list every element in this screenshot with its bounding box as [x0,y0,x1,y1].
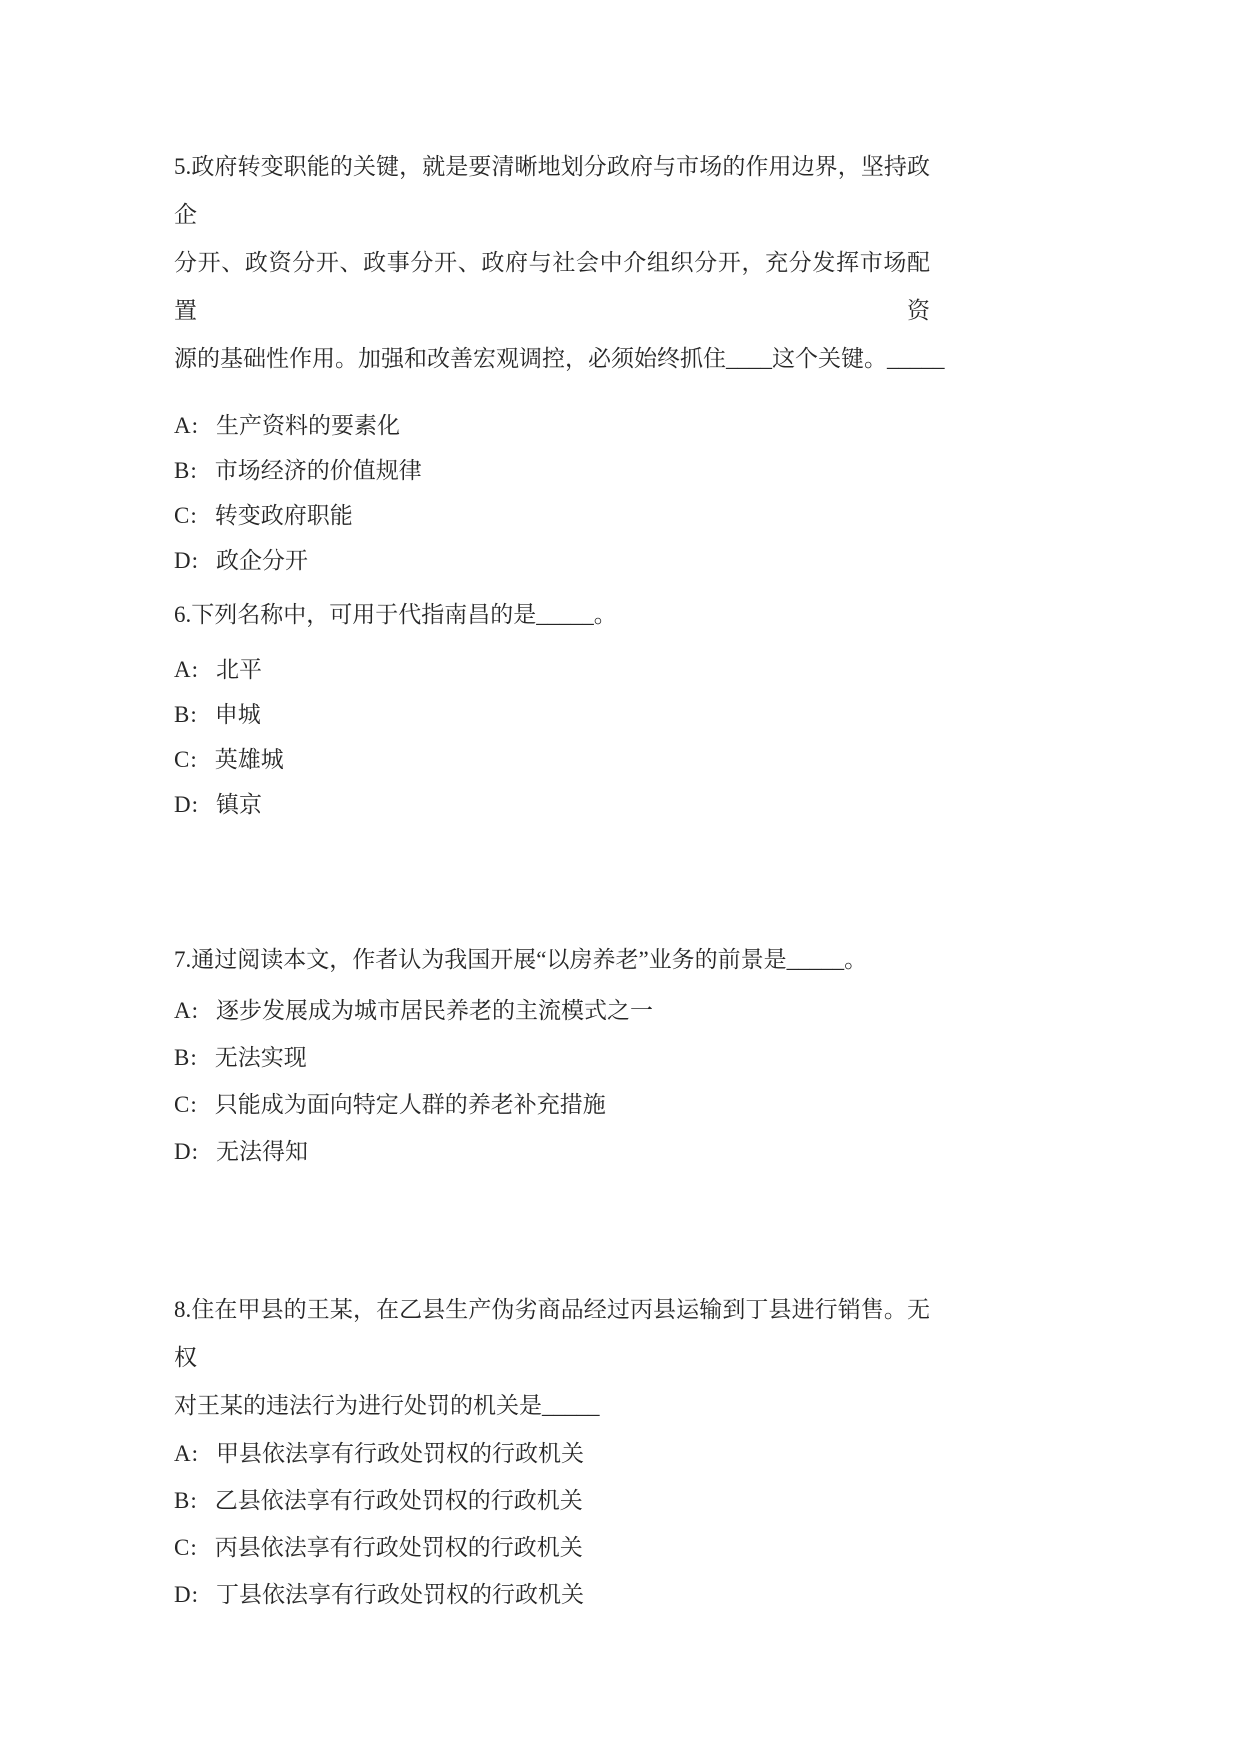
option-key: C: [174,1535,198,1560]
question-stem [174,1286,930,1430]
option-label: 英雄城 [214,747,284,772]
question-stem-line: 对王某的违法行为进行处罚的机关是_____ [174,1393,600,1418]
question-stem [174,591,930,639]
option-key: D: [174,792,199,817]
option-b [174,448,930,493]
option-label: 无法得知 [216,1139,308,1164]
question-stem-line: 7.通过阅读本文，作者认为我国开展“以房养老”业务的前景是_____。 [174,947,868,972]
option-label: 转变政府职能 [214,503,353,528]
option-b [174,1477,930,1524]
option-label: 乙县依法享有行政处罚权的行政机关 [214,1488,583,1513]
options-list [174,403,930,583]
option-a [174,1430,930,1477]
option-b [174,692,930,737]
question-stem-line: 6.下列名称中，可用于代指南昌的是_____。 [174,602,617,627]
option-key: B: [174,458,198,483]
option-key: B: [174,1045,198,1070]
option-label: 政企分开 [216,548,308,573]
options-list [174,1430,930,1618]
option-label: 北平 [216,657,262,682]
option-a [174,987,930,1034]
question-block-6 [174,591,930,827]
option-label: 逐步发展成为城市居民养老的主流模式之一 [216,998,653,1023]
option-label: 市场经济的价值规律 [214,458,422,483]
option-label: 无法实现 [214,1045,307,1070]
option-d [174,538,930,583]
option-label: 丁县依法享有行政处罚权的行政机关 [216,1582,584,1607]
option-key: B: [174,702,198,727]
option-label: 甲县依法享有行政处罚权的行政机关 [216,1441,584,1466]
question-stem [174,143,945,383]
option-key: A: [174,413,199,438]
option-key: D: [174,1582,199,1607]
option-label: 申城 [214,702,261,727]
option-key: C: [174,747,198,772]
option-key: D: [174,1139,199,1164]
question-stem-line: 8.住在甲县的王某，在乙县生产伪劣商品经过丙县运输到丁县进行销售。无权 [174,1297,930,1370]
option-b [174,1034,930,1081]
question-stem [174,936,930,984]
option-key: A: [174,998,199,1023]
option-d [174,782,930,827]
options-list [174,987,930,1175]
option-key: A: [174,1441,199,1466]
option-d [174,1571,930,1618]
option-key: B: [174,1488,198,1513]
question-stem-line: 5.政府转变职能的关键，就是要清晰地划分政府与市场的作用边界，坚持政企 [174,154,930,227]
question-block-5 [174,143,945,583]
option-d [174,1128,930,1175]
options-list [174,647,930,827]
option-key: C: [174,1092,198,1117]
question-block-7 [174,936,930,1175]
option-c [174,737,930,782]
option-label: 生产资料的要素化 [216,413,400,438]
option-a [174,647,930,692]
option-key: C: [174,503,198,528]
option-a [174,403,930,448]
option-c [174,1524,930,1571]
question-stem-line: 分开、政资分开、政事分开、政府与社会中介组织分开，充分发挥市场配置资 [174,250,930,323]
option-label: 镇京 [216,792,262,817]
option-label: 只能成为面向特定人群的养老补充措施 [214,1092,606,1117]
option-label: 丙县依法享有行政处罚权的行政机关 [214,1535,583,1560]
question-block-8 [174,1286,930,1618]
option-key: D: [174,548,199,573]
question-stem-line: 源的基础性作用。加强和改善宏观调控，必须始终抓住____这个关键。_____ [174,346,945,371]
option-key: A: [174,657,199,682]
option-c [174,493,930,538]
option-c [174,1081,930,1128]
